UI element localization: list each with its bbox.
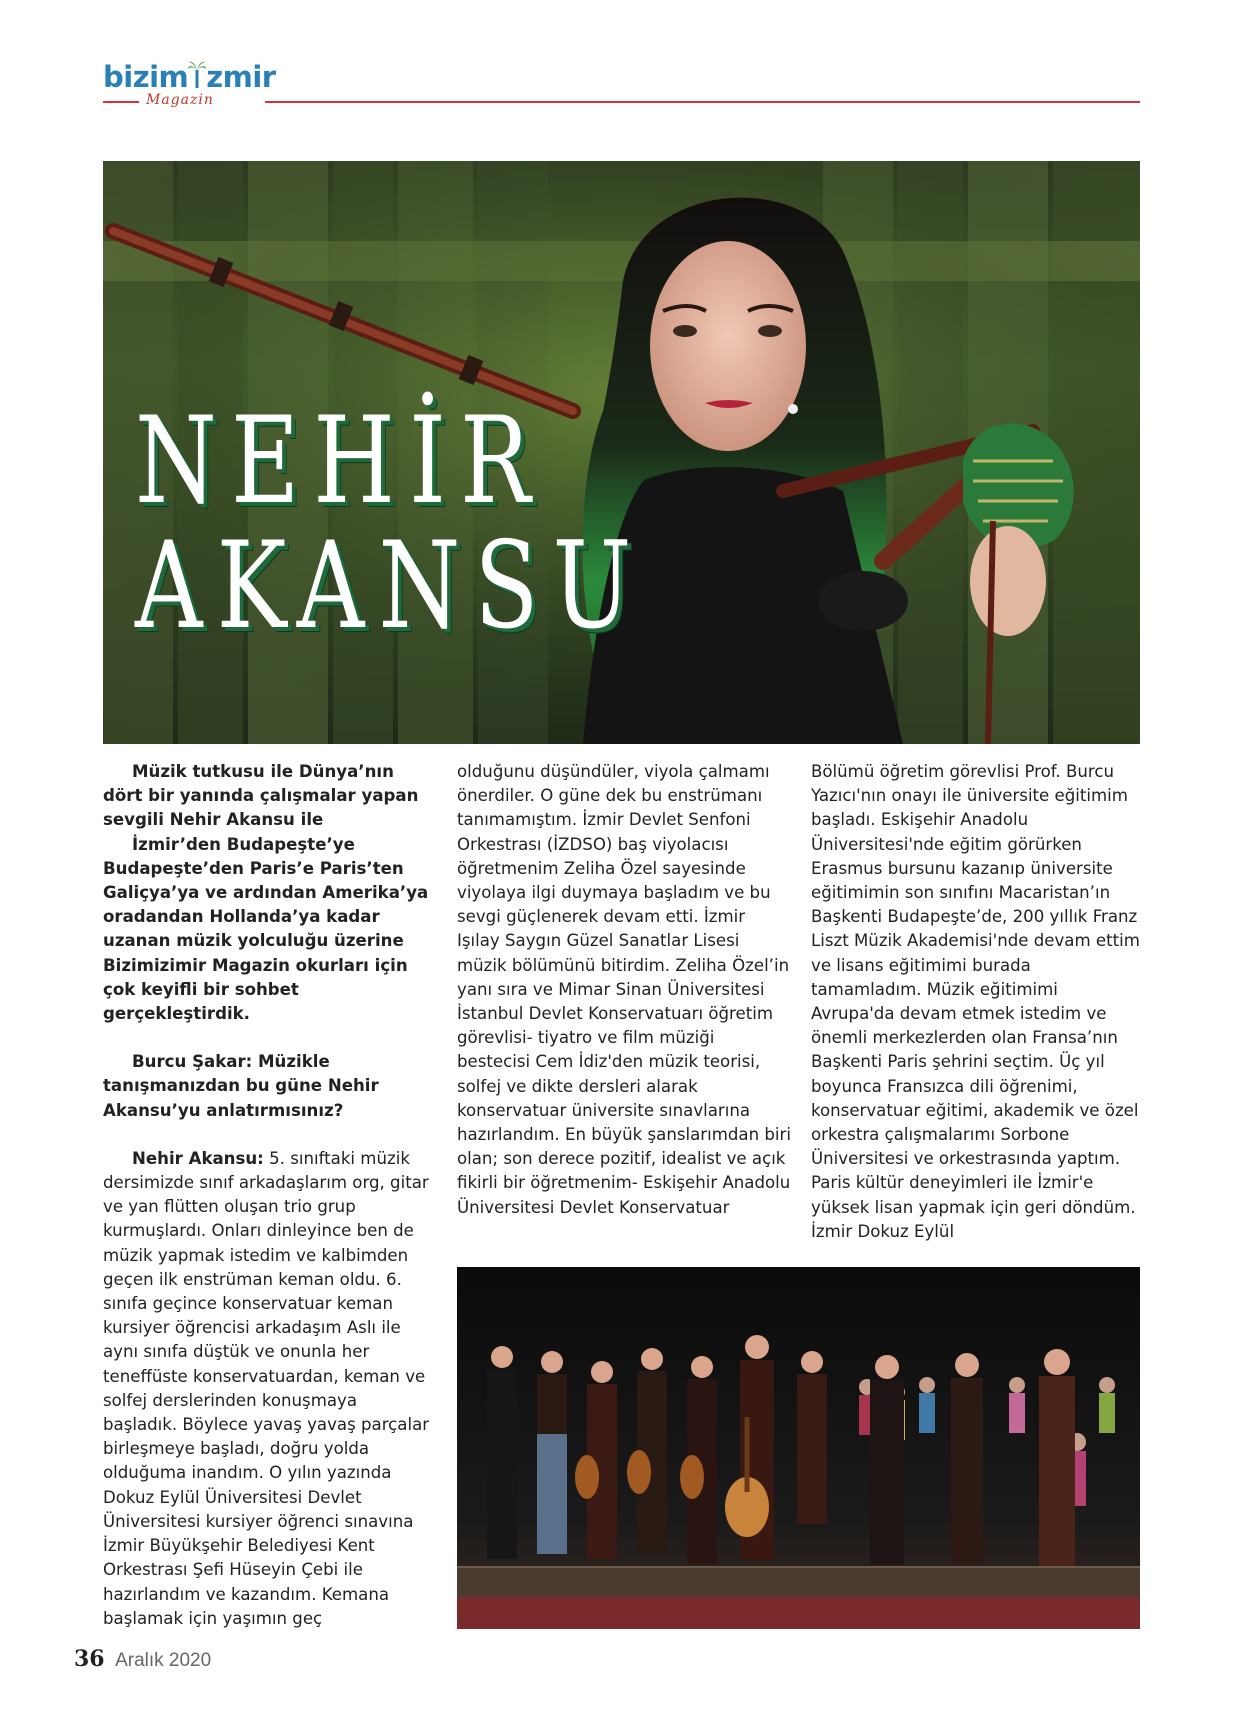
logo-wordmark bbox=[103, 60, 276, 94]
intro-paragraph-2: İzmir’den Budapeşte’ye Budapeşte’den Paris’e Paris’ten Galiçya’ya ve ardından Amerika’ya oradandan Hollanda’ya kadar uzanan müzik yolculuğu üzerine Bizimizimir Magazin okurları için çok keyifli bir sohbet gerçekleştirdik. bbox=[103, 834, 429, 1024]
hero-photo bbox=[103, 161, 1140, 744]
column-3-text: Bölümü öğretim görevlisi Prof. Burcu Yazıcı'nın onayı ile üniversite eğitimim başladı. Eskişehir Anadolu Üniversitesi'nde eğitim görürken Erasmus bursunu kazanıp üniversite eğitimimin son sınıfını Macaristan’ın Başkenti Budapeşte’de, 200 yıllık Franz Liszt Müzik Akademisi'nde devam ettim ve lisans eğitimimi burada tamamladım. Müzik eğitimimi Avrupa'da devam etmek istedim ve önemli merkezlerden olan Fransa’nın Başkenti Paris şehrini seçtim. Üç yıl boyunca Fransızca dili öğrenimi, konservatuar eğitimi, akademik ve özel orkestra çalışmalarımı Sorbone Üniversitesi ve orkestrasında yaptım. Paris kültür deneyimleri ile İzmir'e yüksek lisan yapmak için geri döndüm. İzmir Dokuz Eylül bbox=[811, 762, 1140, 1241]
page-footer bbox=[74, 1646, 211, 1672]
article-column-1 bbox=[103, 760, 433, 1631]
answer-speaker: Nehir Akansu: bbox=[132, 1148, 264, 1168]
header-rule bbox=[265, 101, 1140, 103]
page-number: 36 bbox=[74, 1646, 105, 1672]
hero-title-line1: NEHİR bbox=[135, 392, 545, 531]
orchestra-photo bbox=[457, 1267, 1140, 1629]
intro-paragraph: Müzik tutkusu ile Dünya’nın dört bir yanında çalışmalar yapan sevgili Nehir Akansu ile bbox=[103, 762, 419, 830]
article-column-3 bbox=[811, 760, 1146, 1244]
hero-title-line2: AKANSU bbox=[135, 517, 646, 656]
column-2-text: olduğunu düşündüler, viyola çalmamı önerdiler. O güne dek bu enstrümanı tanımamıştım. İzmir Devlet Senfoni Orkestrası (İZDSO) baş viyolacısı öğretmenim Zeliha Özel sayesinde viyolaya ilgi duymaya başladım ve bu sevgi güçlenerek devam etti. İzmir Işılay Saygın Güzel Sanatlar Lisesi müzik bölümünü bitirdim. Zeliha Özel’in yanı sıra ve Mimar Sinan Üniversitesi İstanbul Devlet Konservatuarı öğretim görevlisi- tiyatro ve film müziği bestecisi Cem İdiz'den müzik teorisi, solfej ve dikte dersleri alarak konservatuar üniversite sınavlarına hazırlandım. En büyük şanslarımdan biri olan; son derece pozitif, idealist ve açık fikirli bir öğretmenim- Eskişehir Anadolu Üniversitesi Devlet Konservatuar bbox=[457, 762, 791, 1217]
article-column-2 bbox=[457, 760, 792, 1220]
magazine-logo bbox=[103, 60, 276, 110]
logo-text-bizim: bizim bbox=[103, 60, 189, 94]
hero-title bbox=[135, 392, 789, 656]
issue-date: Aralık 2020 bbox=[115, 1650, 212, 1671]
interview-question: Burcu Şakar: Müzikle tanışmanızdan bu güne Nehir Akansu’yu anlatırmısınız? bbox=[103, 1052, 379, 1120]
logo-text-zmir: zmir bbox=[206, 60, 276, 94]
header-rule-left bbox=[103, 101, 139, 103]
answer-text: 5. sınıftaki müzik dersimizde sınıf arkadaşlarım org, gitar ve yan flütten oluşan trio grup kurmuşlardı. Onları dinleyince ben de müzik yapmak istedim ve kalbimden geçen ilk enstrüman keman oldu. 6. sınıfa geçince konservatuar keman kursiyer öğrencisi arkadaşım Aslı ile aynı sınıfa düştük ve onunla her teneffüste konservatuardan, keman ve solfej derslerinden konuşmaya başladık. Böylece yavaş yavaş parçalar birleşmeye başladı, doğru yolda olduğuma inandım. O yılın yazında Dokuz Eylül Üniversitesi Devlet Üniversitesi kursiyer öğrenci sınavına İzmir Büyükşehir Belediyesi Kent Orkestrası Şefi Hüseyin Çebi ile hazırlandım ve kazandım. Kemana başlamak için yaşımın geç bbox=[103, 1148, 430, 1628]
palm-tree-icon bbox=[188, 60, 206, 88]
interview-answer bbox=[103, 1147, 433, 1631]
logo-subtitle: Magazin bbox=[146, 92, 214, 108]
